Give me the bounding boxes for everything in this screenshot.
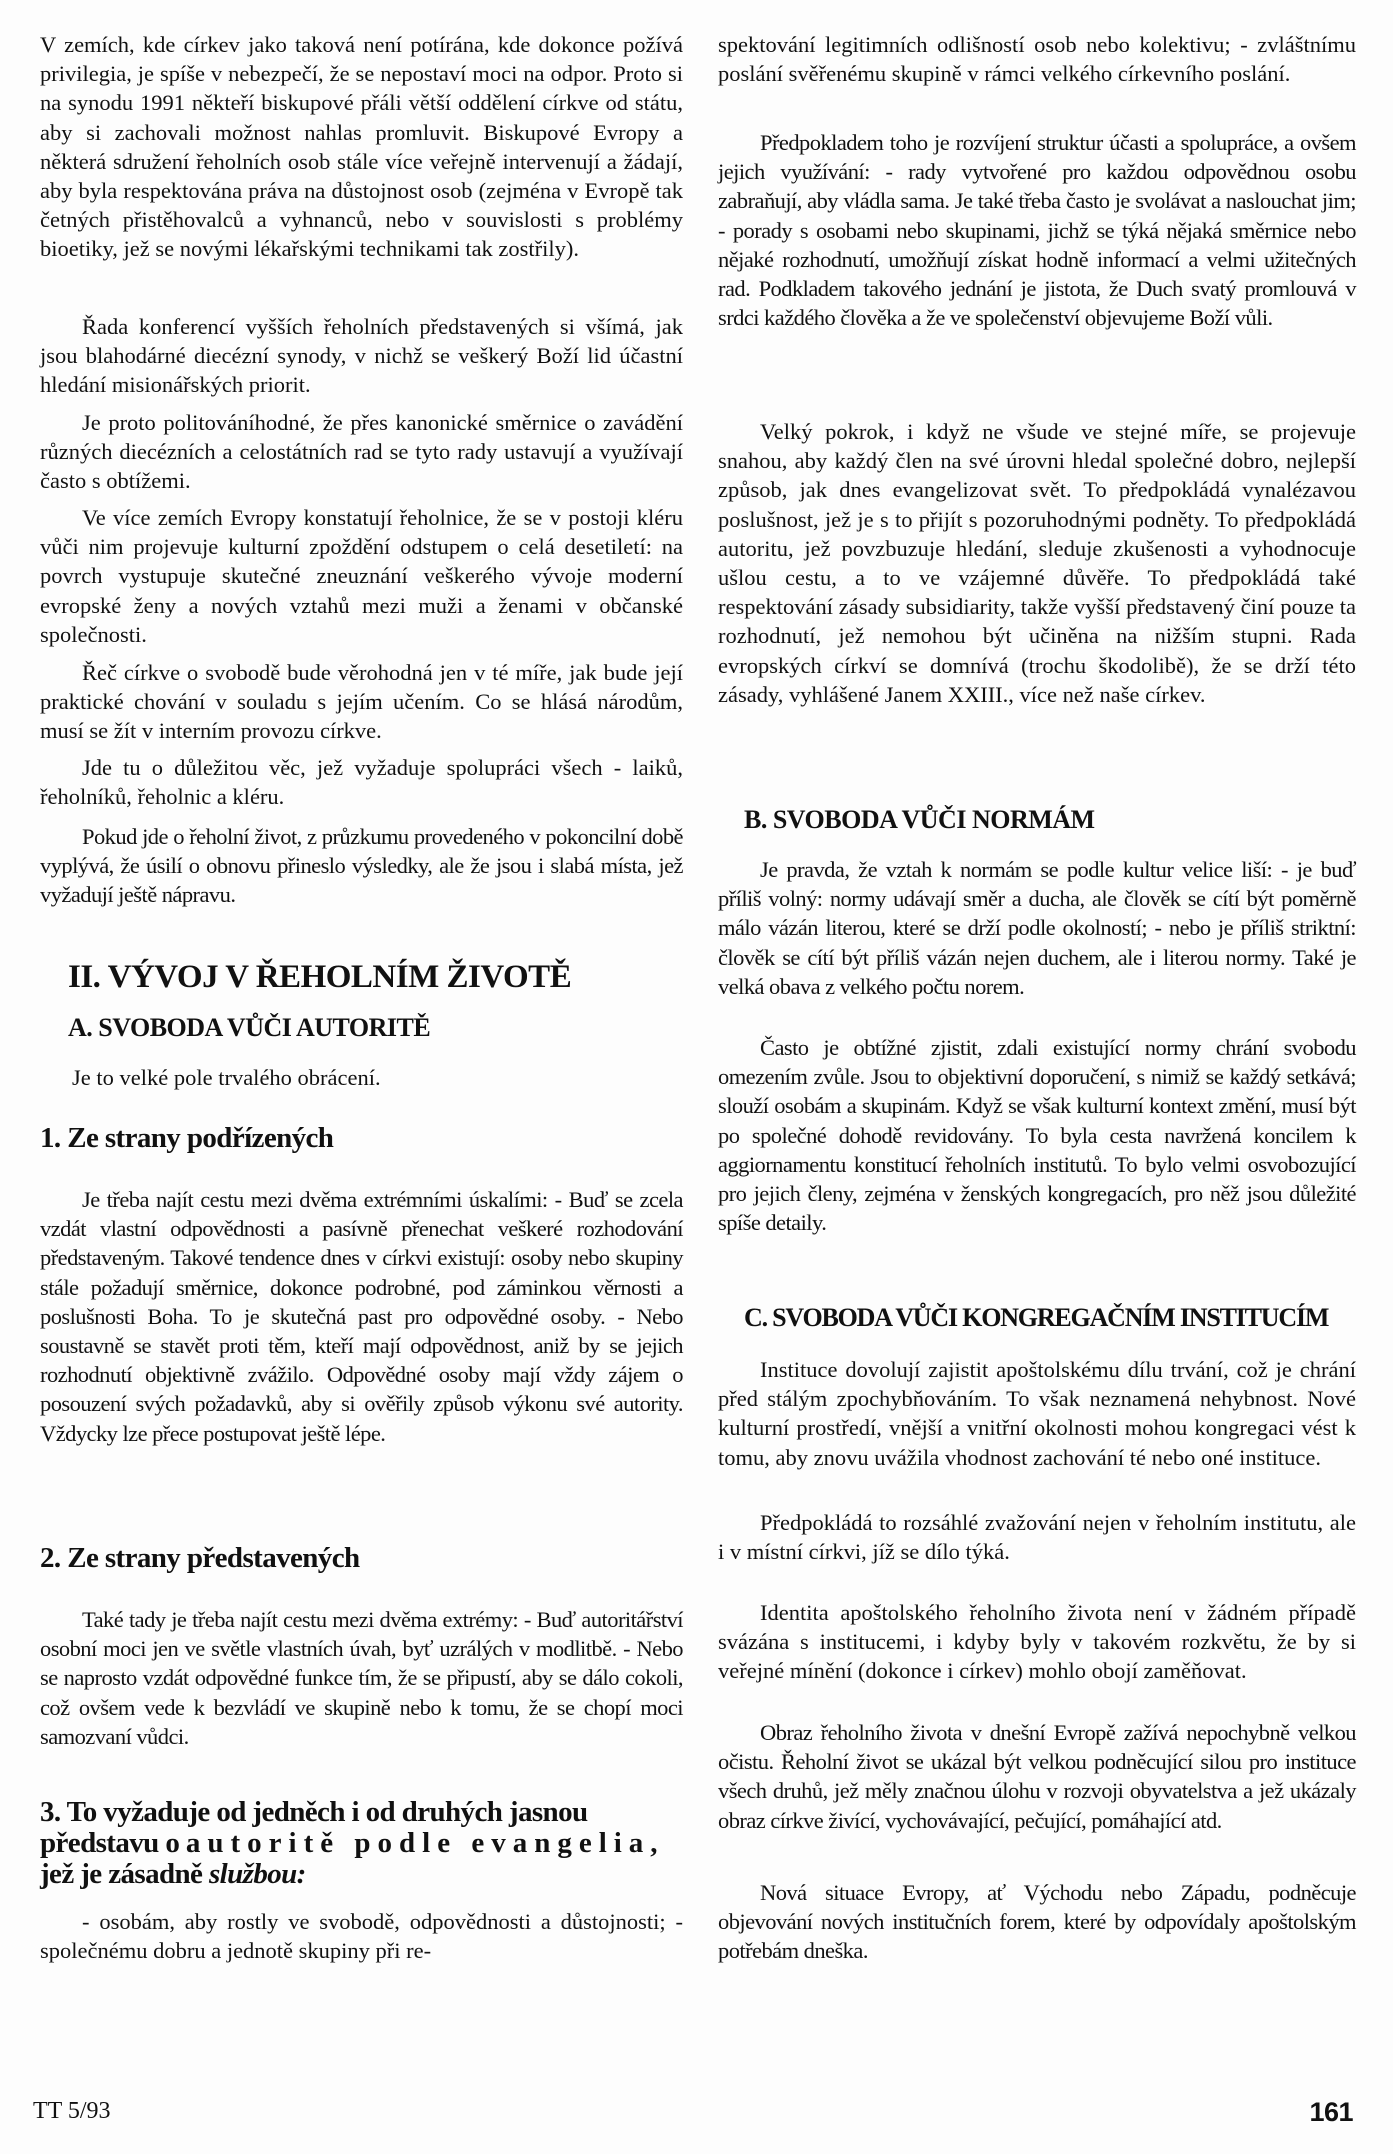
paragraph: Instituce dovolují zajistit apoštolskému dílu trvání, což je chrání před stálým zpochybňováním. To však neznamená nehybnost. Nové kulturní prostředí, vnější a vnitřní okolnosti mohou kongregaci vést k tomu, aby znovu uvážila vhodnost zachování té nebo oné instituce. bbox=[718, 1357, 1356, 1470]
paragraph: Předpokladem toho je rozvíjení struktur účasti a spolupráce, a ovšem jejich využívání: - rady vytvořené pro každou odpovědnou osobu zabraňují, aby vládla sama. Je také třeba často je svolávat a naslouchat jim; - porady s osobami nebo skupinami, jichž se týká nějaká směrnice nebo nějaké rozhodnutí, umožňují získat hodně informací a velmi užitečných rad. Podkladem takového jednání je jistota, že Duch svatý promlouvá v srdci každého člověka a že ve společenství objevujeme Boží vůli. bbox=[718, 130, 1356, 331]
heading-line bbox=[40, 1859, 683, 1890]
heading-line: 3. To vyžaduje od jedněch i od druhých jasnou bbox=[40, 1796, 588, 1828]
page-number: 161 bbox=[1309, 2097, 1353, 2127]
chapter-heading: II. VÝVOJ V ŘEHOLNÍM ŽIVOTĚ bbox=[68, 959, 572, 995]
subsection-heading-2: 2. Ze strany představených bbox=[40, 1542, 360, 1574]
heading-text: představu o bbox=[40, 1827, 180, 1859]
paragraph: Jde tu o důležitou věc, jež vyžaduje spolupráci všech - laiků, řeholníků, řeholnic a kléru. bbox=[40, 755, 683, 810]
paragraph: Je třeba najít cestu mezi dvěma extrémními úskalími: - Buď se zcela vzdát vlastní odpovědnosti a pasívně přenechat veškeré rozhodování představeným. Takové tendence dnes v církvi existují: osoby nebo skupiny stále požadují směrnice, dokonce podrobné, pod záminkou věrnosti a poslušnosti Boha. To je skutečná past pro odpovědné osoby. - Nebo soustavně se stavět proti těm, kteří mají odpovědnost, aniž by se jejich rozhodnutí objektivně zvážilo. Odpovědné osoby mají vždy zájem o posouzení svých požadavků, aby si ověřily způsob výkonu své autority. Vždycky lze přece postupovat ještě lépe. bbox=[40, 1187, 683, 1446]
paragraph: Často je obtížné zjistit, zdali existující normy chrání svobodu omezením zvůle. Jsou to objektivní doporučení, s nimiž se každý setkává; slouží osobám a skupinám. Když se však kulturní kontext změní, musí být po společné dohodě revidovány. To byla cesta navržená koncilem k aggiornamentu konstitucí řeholních institutů. To bylo velmi osvobozující pro jejich členy, zejména v ženských kongregacích, pro něž jsou důležité spíše detaily. bbox=[718, 1035, 1356, 1236]
heading-text: jež je zásadně bbox=[40, 1858, 203, 1890]
subsection-heading-1: 1. Ze strany podřízených bbox=[40, 1122, 334, 1154]
heading-line bbox=[40, 1828, 683, 1859]
paragraph: V zemích, kde církev jako taková není potírána, kde dokonce požívá privilegia, je spíše v nebezpečí, že se nepostaví moci na odpor. Proto si na synodu 1991 někteří biskupové přáli větší oddělení církve od státu, aby si zachovali možnost nahlas promluvit. Biskupové Evropy a některá sdružení řeholních osob stále více veřejně intervenují a žádají, aby byla respektována práva na důstojnost osob (zejména v Evropě tak četných přistěhovalců a vyhnanců, nebo v souvislosti s problémy bioetiky, jež se novými lékařskými technikami tak zostřily). bbox=[40, 32, 683, 262]
paragraph: Obraz řeholního života v dnešní Evropě zažívá nepochybně velkou očistu. Řeholní život se ukázal být velkou podněcující silou pro instituce všech druhů, jež měly značnou úlohu v rozvoji obyvatelstva a jež ukázaly obraz církve živící, vychovávající, pečující, pomáhající atd. bbox=[718, 1720, 1356, 1833]
paragraph: - osobám, aby rostly ve svobodě, odpovědnosti a důstojnosti; - společnému dobru a jednotě skupiny při re- bbox=[40, 1909, 683, 1964]
paragraph: Řada konferencí vyšších řeholních představených si všímá, jak jsou blahodárné diecézní synody, v nichž se veškerý Boží lid účastní hledání misionářských priorit. bbox=[40, 314, 683, 398]
paragraph: Také tady je třeba najít cestu mezi dvěma extrémy: - Buď autoritářství osobní moci jen ve světle vlastních úvah, byť uzrálých v modlitbě. - Nebo se naprosto vzdát odpovědné funkce tím, že se připustí, aby se dálo cokoli, což ovšem vede k bezvládí ve skupině nebo k tomu, že se chopí moci samozvaní vůdci. bbox=[40, 1607, 683, 1749]
paragraph: Ve více zemích Evropy konstatují řeholnice, že se v postoji kléru vůči nim projevuje kulturní zpoždění odstupem o celá desetiletí: na povrch vystupuje skutečné zneuznání veškerého vývoje moderní evropské ženy a nových vztahů mezi muži a ženami v občanské společnosti. bbox=[40, 505, 683, 647]
section-heading-c: C. SVOBODA VŮČI KONGREGAČNÍM INSTITUCÍM bbox=[744, 1303, 1329, 1332]
paragraph: Je proto politováníhodné, že přes kanonické směrnice o zavádění různých diecézních a celostátních rad se tyto rady ustavují a využívají často s obtížemi. bbox=[40, 410, 683, 494]
heading-text-spaced: autoritě podle evangelia, bbox=[185, 1827, 665, 1859]
paragraph: spektování legitimních odlišností osob nebo kolektivu; - zvláštnímu poslání svěřenému skupině v rámci velkého církevního poslání. bbox=[718, 32, 1356, 87]
paragraph: Řeč církve o svobodě bude věrohodná jen v té míře, jak bude její praktické chování v souladu s jejím učením. Co se hlásá národům, musí se žít v interním provozu církve. bbox=[40, 660, 683, 744]
section-heading-a: A. SVOBODA VŮČI AUTORITĚ bbox=[68, 1013, 431, 1042]
paragraph: Identita apoštolského řeholního života není v žádném případě svázána s institucemi, i kdyby byly v takovém rozkvětu, že by si veřejné mínění (dokonce i církev) mohlo obojí zaměňovat. bbox=[718, 1600, 1356, 1684]
paragraph: Je pravda, že vztah k normám se podle kultur velice liší: - je buď příliš volný: normy udávají směr a ducha, ale člověk se cítí být poměrně málo vázán literou, které se drží podle okolností; - nebo je příliš striktní: člověk se cítí být příliš vázán nejen duchem, ale i literou normy. Také je velká obava z velkého počtu norem. bbox=[718, 857, 1356, 999]
paragraph: Nová situace Evropy, ať Východu nebo Západu, podněcuje objevování nových institučních forem, které by odpovídaly apoštolským potřebám dneška. bbox=[718, 1880, 1356, 1964]
paragraph: Pokud jde o řeholní život, z průzkumu provedeného v pokoncilní době vyplývá, že úsilí o obnovu přineslo výsledky, ale že jsou i slabá místa, jež vyžadují ještě nápravu. bbox=[40, 824, 683, 908]
paragraph: Předpokládá to rozsáhlé zvažování nejen v řeholním institutu, ale i v místní církvi, jíž se dílo týká. bbox=[718, 1510, 1356, 1565]
heading-text-italic: službou: bbox=[208, 1858, 306, 1890]
subsection-heading-3 bbox=[40, 1797, 683, 1890]
journal-issue: TT 5/93 bbox=[33, 2098, 111, 2124]
section-heading-b: B. SVOBODA VŮČI NORMÁM bbox=[744, 805, 1095, 834]
paragraph: Velký pokrok, i když ne všude ve stejné míře, se projevuje snahou, aby každý člen na své úrovni hledal společné dobro, nejlepší způsob, jak dnes evangelizovat svět. To předpokládá vynalézavou poslušnost, jež je s to přijít s pozoruhodnými podněty. To předpokládá autoritu, jež povzbuzuje hledání, sleduje zkušenosti a vyhodnocuje ušlou cestu, a to ve vzájemné důvěře. To předpokládá také respektování zásady subsidiarity, takže vyšší představený činí pouze ta rozhodnutí, jež nemohou být učiněna na nižším stupni. Rada evropských církví se domnívá (trochu škodolibě), že se drží této zásady, vyhlášené Janem XXIII., více než naše církev. bbox=[718, 419, 1356, 707]
section-intro: Je to velké pole trvalého obrácení. bbox=[72, 1065, 381, 1090]
